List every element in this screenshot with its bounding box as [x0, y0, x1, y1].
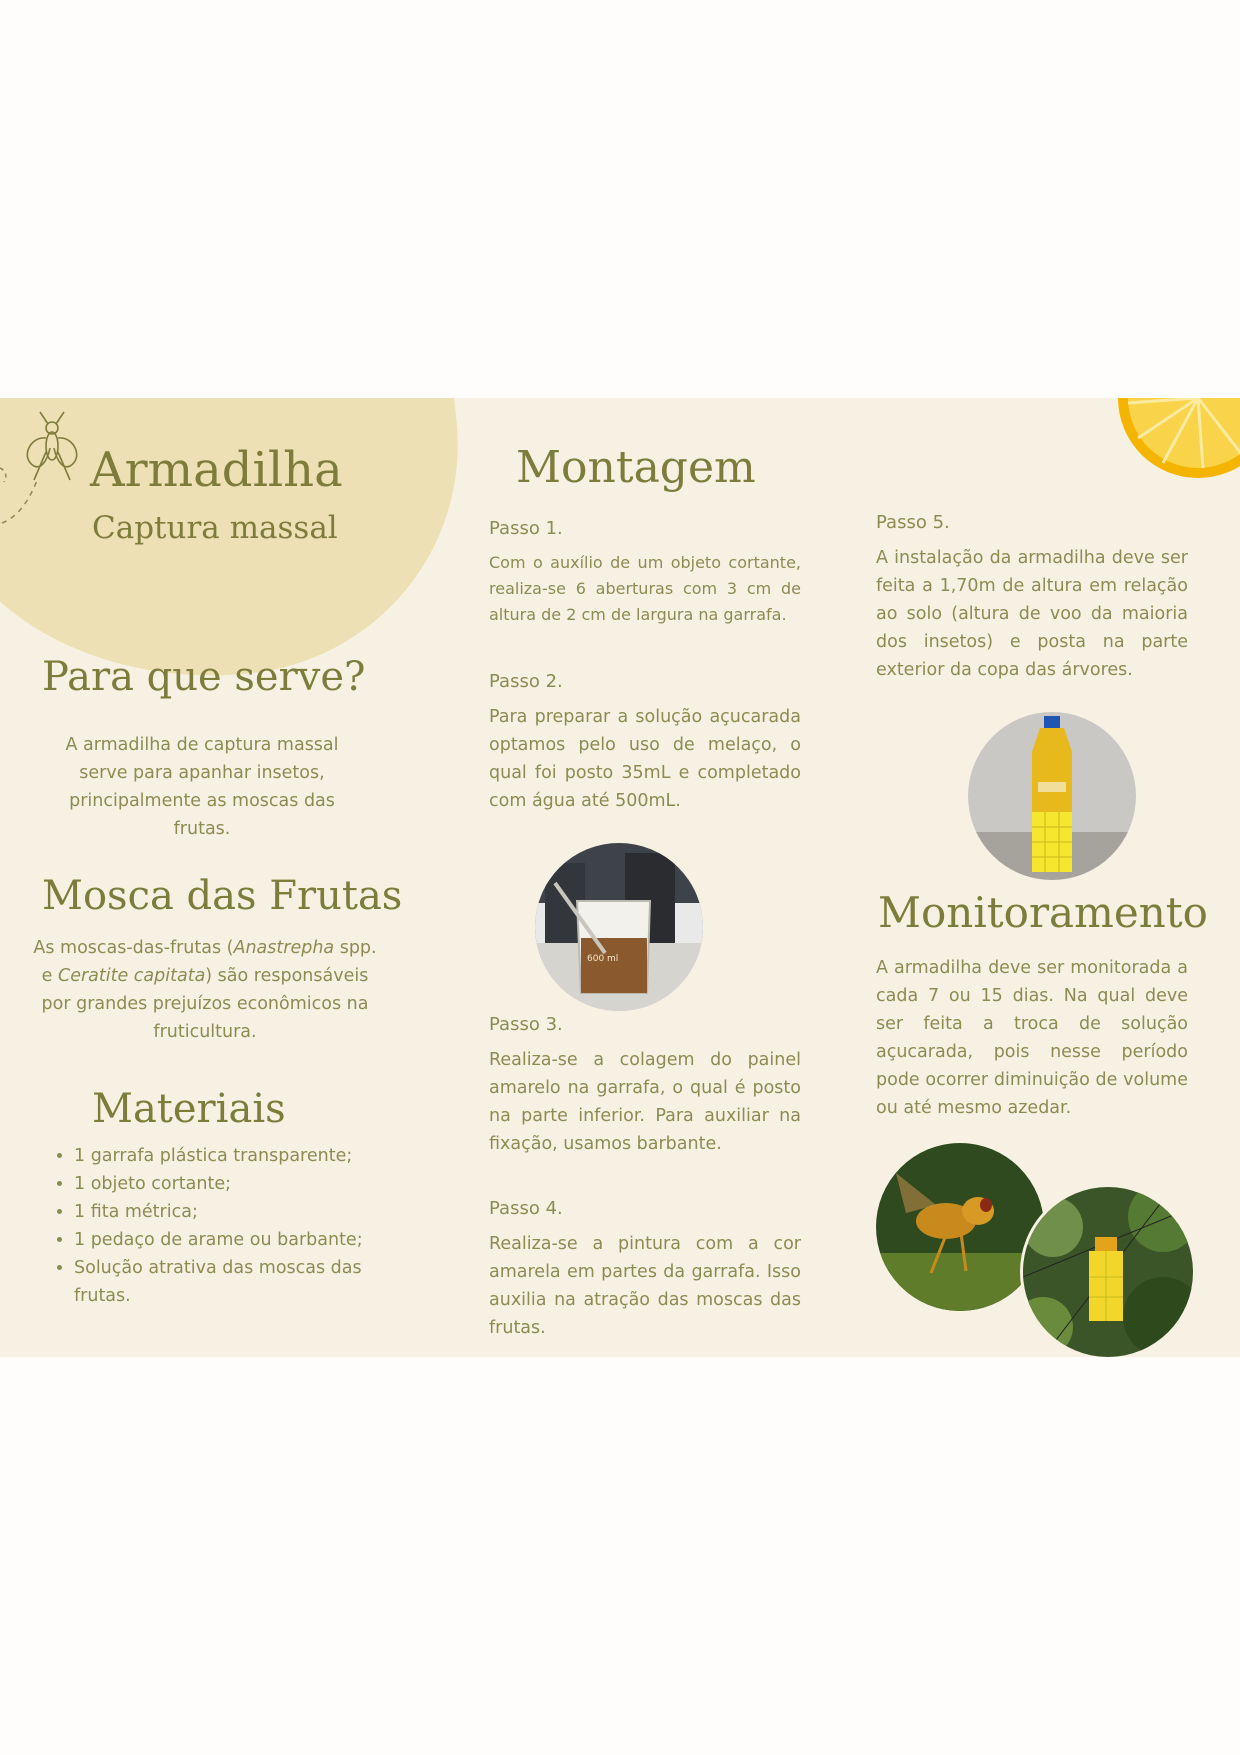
subtitle: Captura massal	[92, 510, 338, 546]
list-item: • 1 pedaço de arame ou barbante;	[74, 1226, 414, 1254]
list-item: • 1 fita métrica;	[74, 1198, 414, 1226]
montagem-heading: Montagem	[516, 442, 756, 493]
step-2-text: Para preparar a solução açucarada optamos pelo uso de melaço, o qual foi posto 35mL e completado com água até 500mL.	[489, 707, 801, 811]
step-1-label: Passo 1.	[489, 518, 563, 539]
step-4-text: Realiza-se a pintura com a cor amarela em partes da garrafa. Isso auxilia na atração das moscas das frutas.	[489, 1234, 801, 1338]
step-4-label: Passo 4.	[489, 1198, 563, 1219]
bottle-photo	[968, 712, 1136, 880]
list-item: • Solução atrativa das moscas das frutas.	[74, 1254, 414, 1310]
materiais-heading: Materiais	[92, 1086, 286, 1132]
step-2-label: Passo 2.	[489, 671, 563, 692]
mosca-text: As moscas-das-frutas (Anastrepha spp. e Ceratite capitata) são responsáveis por grandes prejuízos econômicos na fruticultura.	[33, 938, 377, 1042]
list-item: • 1 garrafa plástica transparente;	[74, 1142, 414, 1170]
fruit-fly-photo	[876, 1143, 1044, 1311]
para-heading: Para que serve?	[42, 654, 366, 700]
fly-icon	[0, 398, 90, 528]
title: Armadilha	[90, 442, 343, 498]
brochure-panel	[0, 398, 1240, 1357]
lemon-slice-icon	[1108, 398, 1240, 498]
step-3-label: Passo 3.	[489, 1014, 563, 1035]
trap-tree-photo	[1020, 1184, 1196, 1357]
monitor-heading: Monitoramento	[878, 888, 1208, 937]
para-text: A armadilha de captura massal serve para apanhar insetos, principalmente as moscas das frutas.	[65, 735, 339, 839]
materiais-list	[46, 1142, 414, 1310]
list-item: • 1 objeto cortante;	[74, 1170, 414, 1198]
step-3-text: Realiza-se a colagem do painel amarelo na garrafa, o qual é posto na parte inferior. Para auxiliar na fixação, usamos barbante.	[489, 1050, 801, 1154]
step-1-text: Com o auxílio de um objeto cortante, realiza-se 6 aberturas com 3 cm de altura de 2 cm de largura na garrafa.	[489, 553, 801, 624]
monitor-text: A armadilha deve ser monitorada a cada 7 ou 15 dias. Na qual deve ser feita a troca de solução açucarada, pois nesse período pode ocorrer diminuição de volume ou até mesmo azedar.	[876, 958, 1188, 1118]
step-5-label: Passo 5.	[876, 512, 950, 533]
mosca-heading: Mosca das Frutas	[42, 873, 403, 919]
beaker-photo	[535, 843, 703, 1011]
beaker-label: 600 ml	[587, 954, 619, 964]
step-5-text: A instalação da armadilha deve ser feita a 1,70m de altura em relação ao solo (altura de voo da maioria dos insetos) e posta na parte exterior da copa das árvores.	[876, 548, 1188, 680]
